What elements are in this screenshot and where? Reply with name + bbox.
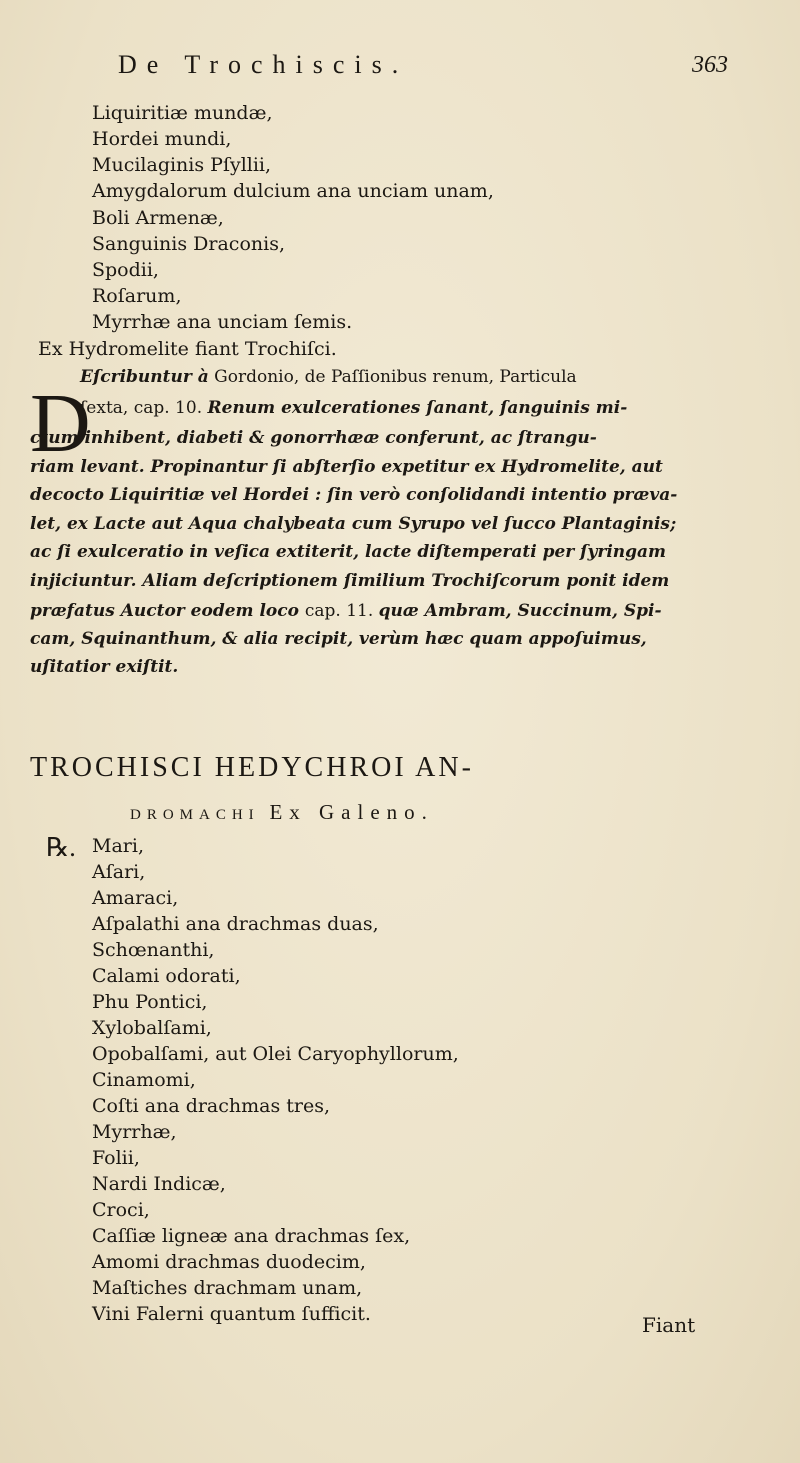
text-run: Gordonio, de Paſſionibus renum, Particula [208,367,577,387]
running-header [118,50,728,90]
ingredient-line: Xylobalſami, [92,1017,212,1039]
paragraph-line [30,600,662,622]
ingredient-line: Myrrhæ ana unciam ſemis. [92,311,353,333]
ingredient-line: Amaraci, [92,887,179,909]
text-run: uſitatior exiſtit. [30,657,179,677]
ingredient-line: Spodii, [92,259,159,281]
ingredient-line: Boli Armenæ, [92,207,224,229]
ingredient-line: Phu Pontici, [92,991,208,1013]
paragraph-line [30,513,676,535]
ingredient-line: Ex Hydromelite fiant Trochiſci. [38,338,337,360]
ingredient-line: Myrrhæ, [92,1121,177,1143]
text-run: ac ſi exulceratio in veſica extiterit, lacte diſtemperati per ſyringam [30,542,667,562]
ingredient-line: Folii, [92,1147,140,1169]
paragraph-line [30,427,597,449]
ingredient-line: Mucilaginis Pſyllii, [92,154,272,176]
paragraph-line [80,366,577,388]
ingredient-line: Nardi Indicæ, [92,1173,226,1195]
text-run: præfatus Auctor eodem loco [30,601,305,621]
section-heading: TROCHISCI HEDYCHROI AN- [30,752,474,783]
text-run: ctum inhibent, diabeti & gonorrhææ conferunt, ac ſtrangu- [30,428,597,448]
ingredient-line: Schœnanthi, [92,939,215,961]
text-run: cam, Squinanthum, & alia recipit, verùm hæc quam appoſuimus, [30,629,647,649]
text-run: cap. 11. [304,601,379,621]
paragraph-line [30,628,647,650]
paragraph-line [30,656,178,678]
text-run: decocto Liquiritiæ vel Hordei : ſin verò conſolidandi intentio præva- [30,485,678,505]
ingredient-line: Mari, [92,835,144,857]
text-run: quæ Ambram, Succinum, Spi- [378,601,662,621]
ingredient-line: Cinamomi, [92,1069,196,1091]
section-subheading [130,800,434,825]
drop-capital: D [30,377,91,470]
paragraph-line [30,484,677,506]
text-run: injiciuntur. Aliam deſcriptionem ſimilium Trochiſcorum ponit idem [30,571,670,591]
paragraph-line [30,570,669,592]
ingredient-line: Croci, [92,1199,150,1221]
paragraph-line [80,397,627,419]
ingredient-line: Aſpalathi ana drachmas duas, [92,913,379,935]
running-title: De Trochiscis. [118,50,409,79]
paragraph-line [30,456,663,478]
ingredient-line: Vini Falerni quantum ſufficit. [92,1303,371,1325]
ingredient-line: Roſarum, [92,285,182,307]
ingredient-line: Caſſiæ ligneæ ana drachmas ſex, [92,1225,411,1247]
recipe-symbol: ℞. [46,833,76,862]
ingredient-line: Amygdalorum dulcium ana unciam unam, [92,180,494,202]
ingredient-line: Maſtiches drachmam unam, [92,1277,363,1299]
ingredient-line: Sanguinis Draconis, [92,233,285,255]
text-run: Eſcribuntur à [80,367,209,387]
page-number: 363 [692,52,728,78]
text-run: ſexta, cap. 10. [80,398,208,418]
ingredient-line: Aſari, [92,861,146,883]
subheading-part-2: Ex Galeno. [269,800,434,824]
paragraph-line [30,541,666,563]
text-run: let, ex Lacte aut Aqua chalybeata cum Syrupo vel ſucco Plantaginis; [30,514,677,534]
ingredient-line: Liquiritiæ mundæ, [92,102,273,124]
ingredient-line: Hordei mundi, [92,128,232,150]
ingredient-line: Calami odorati, [92,965,241,987]
catchword: Fiant [642,1313,696,1337]
ingredient-line: Coſti ana drachmas tres, [92,1095,331,1117]
ingredient-line: Amomi drachmas duodecim, [92,1251,366,1273]
text-run: Renum exulcerationes ſanant, ſanguinis mi- [207,398,628,418]
text-run: riam levant. Propinantur ſi abſterſio expetitur ex Hydromelite, aut [30,457,663,477]
ingredient-line: Opobalſami, aut Olei Caryophyllorum, [92,1043,459,1065]
subheading-part-1: DROMACHI [130,807,270,823]
